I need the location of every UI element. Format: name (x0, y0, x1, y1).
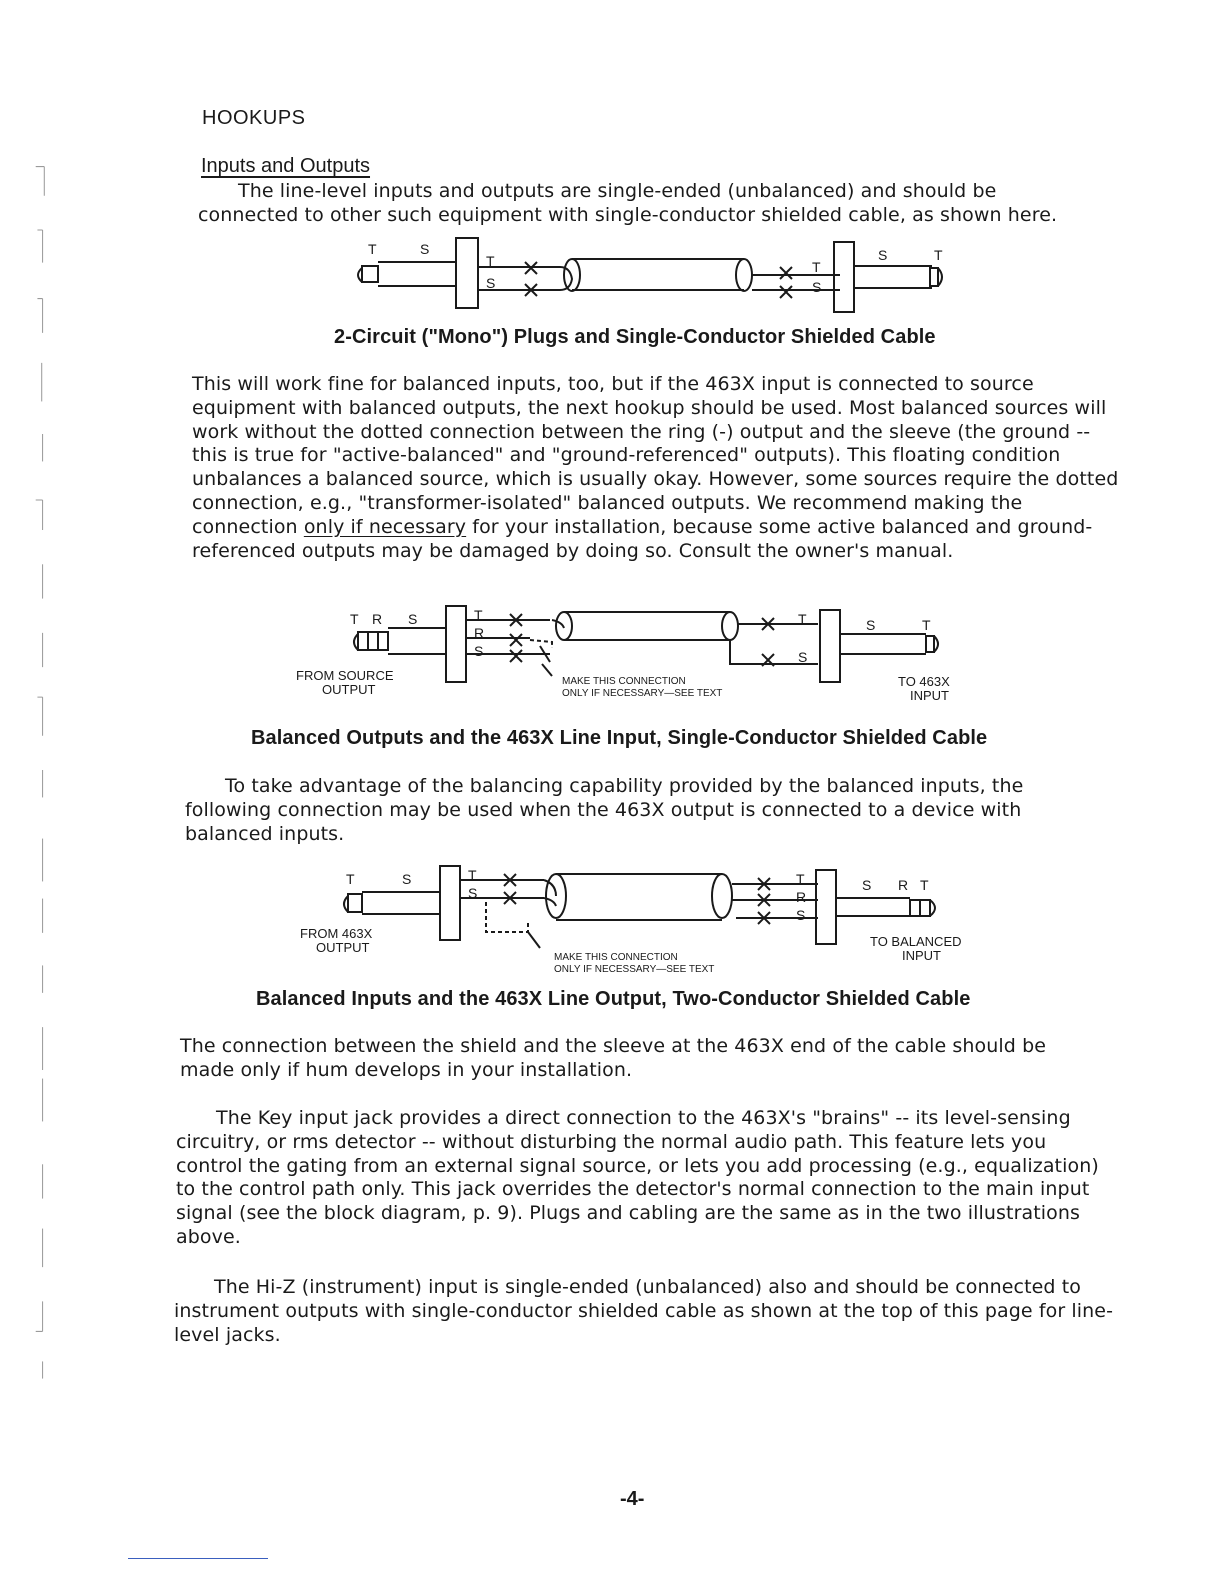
figure-balanced-outputs (290, 602, 990, 712)
right-plug-sleeve-label: S (862, 877, 872, 893)
right-plug-tip-label: T (922, 617, 931, 633)
page-number: -4- (620, 1488, 645, 1510)
right-plug-body (820, 610, 840, 682)
left-plug-tip-label: T (346, 871, 355, 887)
left-term-tip: T (486, 253, 495, 269)
paragraph-balanced-outputs: This will work fine for balanced inputs, too, but if the 463X input is connected to source equipment with balanced outputs, the next hookup should be used. Most balanced sources will work without the dotted connection between the ring (-) output and the sleeve (the ground -- this is true for "active-balanced" and "ground-referenced" outputs). This floating condition unbalances a balanced source, which is usually okay. However, some sources require the dotted connection, e.g., "transformer-isolated" balanced outputs. We recommend making the connection only if necessary for your installation, because some active balanced and ground-referenced outputs may be damaged by doing so. Consult the owner's manual. (192, 373, 1119, 562)
paragraph-hi-z-input: The Hi-Z (instrument) input is single-ended (unbalanced) also and should be connected to instrument outputs with single-conductor shielded cable as shown at the top of this page for line-level jacks. (174, 1276, 1114, 1346)
right-term-sleeve: S (798, 649, 808, 665)
left-plug-tip-label: T (368, 241, 377, 257)
left-trs-tip-bands (358, 632, 388, 650)
right-plug-body (834, 242, 854, 312)
hole-punch-marks (34, 60, 46, 1480)
section-title: Inputs and Outputs (201, 155, 371, 177)
left-plug-sleeve-label: S (408, 611, 418, 627)
connection-note-2: ONLY IF NECESSARY—SEE TEXT (554, 964, 715, 975)
left-plug-ring-label: R (372, 611, 383, 627)
left-plug-sleeve-label: S (402, 871, 412, 887)
mono-hookup-diagram (340, 232, 960, 324)
connection-note-2: ONLY IF NECESSARY—SEE TEXT (562, 688, 723, 699)
right-plug-shaft (854, 266, 932, 288)
right-destination-label-2: INPUT (902, 948, 941, 963)
left-plug-shaft (378, 262, 456, 286)
right-destination-label: TO 463X (898, 674, 950, 689)
left-plug-body (456, 238, 478, 308)
left-term-sleeve: S (486, 275, 496, 291)
figure-2-caption: Balanced Outputs and the 463X Line Input, Single-Conductor Shielded Cable (251, 727, 988, 749)
left-plug-sleeve-label: S (420, 241, 430, 257)
page-heading: HOOKUPS (202, 107, 306, 129)
left-term-sleeve: S (474, 643, 484, 659)
right-plug-sleeve-label: S (878, 247, 888, 263)
balanced-input-diagram (296, 862, 996, 980)
right-term-ring: R (796, 889, 807, 905)
paragraph-balanced-inputs: To take advantage of the balancing capability provided by the balanced inputs, the following connection may be used when the 463X output is connected to a device with balanced inputs. (185, 775, 1024, 845)
left-plug-body (446, 606, 466, 682)
left-term-sleeve: S (468, 885, 478, 901)
right-plug-sleeve-label: S (866, 617, 876, 633)
figure-balanced-inputs (296, 862, 996, 980)
emphasis-only-if-necessary: only if necessary (303, 515, 467, 538)
right-term-tip: T (798, 611, 807, 627)
right-destination-label: TO BALANCED (870, 934, 962, 949)
footer-rule (128, 1558, 268, 1559)
left-plug-tip-band (362, 266, 378, 282)
left-plug-body (440, 866, 460, 940)
right-destination-label-2: INPUT (910, 688, 949, 703)
figure-3-caption: Balanced Inputs and the 463X Line Output, Two-Conductor Shielded Cable (256, 988, 971, 1010)
left-source-label: FROM 463X (300, 926, 373, 941)
left-term-tip: T (474, 607, 483, 623)
left-source-label: FROM SOURCE (296, 668, 394, 683)
right-plug-tip-label: T (934, 247, 943, 263)
left-source-label-2: OUTPUT (316, 940, 370, 955)
connection-note-1: MAKE THIS CONNECTION (562, 676, 686, 687)
left-source-label-2: OUTPUT (322, 682, 376, 697)
right-term-tip: T (796, 871, 805, 887)
right-plug-tip-label: T (920, 877, 929, 893)
balanced-output-diagram (290, 602, 990, 712)
figure-1-caption: 2-Circuit ("Mono") Plugs and Single-Conductor Shielded Cable (334, 326, 936, 348)
paragraph-intro: The line-level inputs and outputs are single-ended (unbalanced) and should be connected to other such equipment with single-conductor shielded cable, as shown here. (198, 180, 1058, 226)
right-plug-ring-label: R (898, 877, 909, 893)
figure-mono-plugs (340, 232, 960, 324)
right-plug-tip-band (930, 268, 938, 286)
right-plug-body (816, 870, 836, 944)
right-term-tip: T (812, 259, 821, 275)
paragraph-key-input: The Key input jack provides a direct connection to the 463X's "brains" -- its level-sensing circuitry, or rms detector -- without disturbing the normal audio path. This feature lets you control the gating from an external signal source, or lets you add processing (e.g., equalization) to the control path only. This jack overrides the detector's normal connection to the main input signal (see the block diagram, p. 9). Plugs and cabling are the same as in the two illustrations above. (176, 1107, 1099, 1248)
right-term-sleeve: S (796, 907, 806, 923)
paragraph-shield-sleeve: The connection between the shield and the sleeve at the 463X end of the cable should be made only if hum develops in your installation. (180, 1035, 1047, 1081)
left-term-tip: T (468, 867, 477, 883)
right-term-sleeve: S (812, 279, 822, 295)
connection-note-1: MAKE THIS CONNECTION (554, 952, 678, 963)
left-plug-tip-label: T (350, 611, 359, 627)
left-term-ring: R (474, 625, 485, 641)
